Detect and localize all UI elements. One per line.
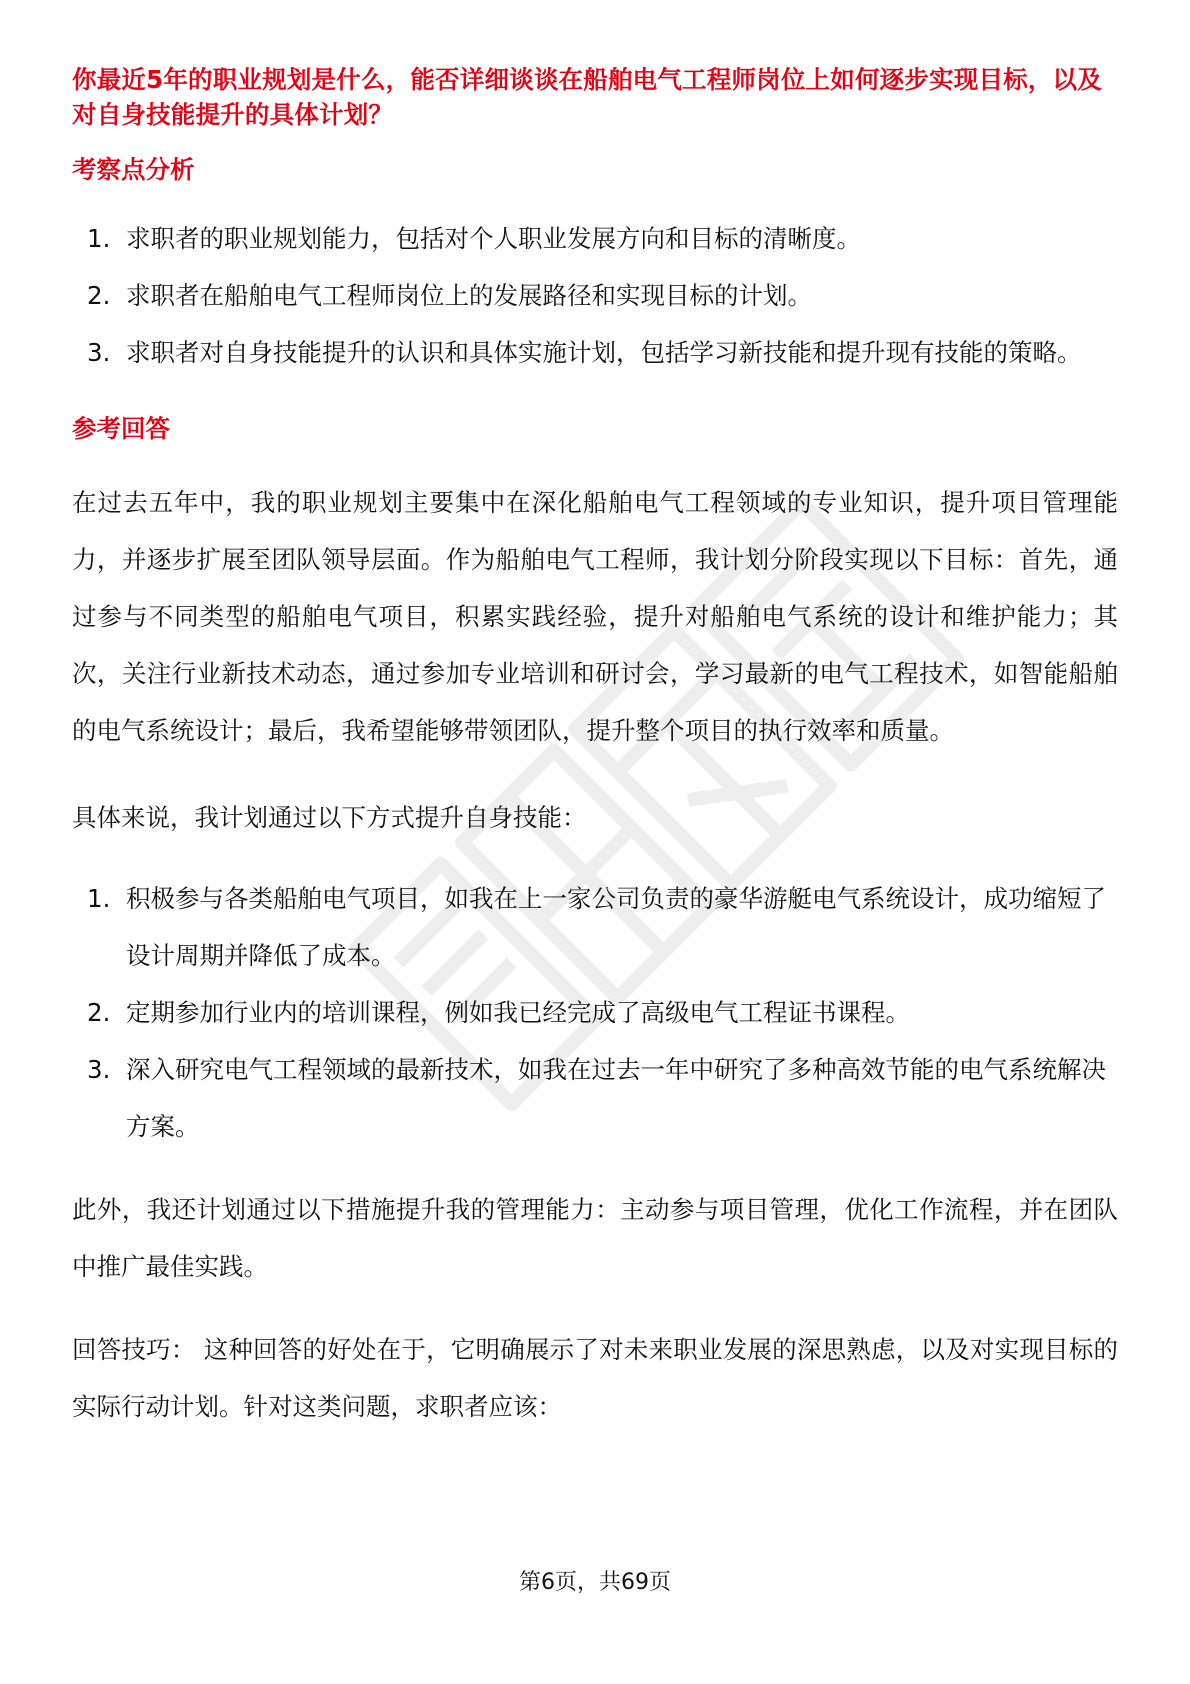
main-content — [72, 62, 1118, 1435]
skills-list — [72, 870, 1118, 1155]
question-heading: 你最近5年的职业规划是什么，能否详细谈谈在船舶电气工程师岗位上如何逐步实现目标，以及对自身技能提升的具体计划？ — [72, 65, 1102, 129]
analysis-list — [72, 210, 1118, 381]
list-item — [72, 210, 1118, 267]
answer-tips-paragraph: 回答技巧： 这种回答的好处在于，它明确展示了对未来职业发展的深思熟虑，以及对实现目标的实际行动计划。针对这类问题，求职者应该： — [72, 1335, 1118, 1421]
list-item-number: 3. — [87, 1055, 111, 1084]
list-item-number: 2. — [87, 998, 111, 1027]
list-item-text: 求职者的职业规划能力，包括对个人职业发展方向和目标的清晰度。 — [126, 224, 861, 253]
list-item — [72, 324, 1118, 381]
list-item — [72, 870, 1118, 984]
answer-title: 参考回答 — [72, 414, 170, 443]
list-item-text: 定期参加行业内的培训课程，例如我已经完成了高级电气工程证书课程。 — [126, 998, 910, 1027]
page-number: 第6页，共69页 — [519, 1570, 671, 1595]
list-item — [72, 1041, 1118, 1155]
analysis-title: 考察点分析 — [72, 155, 195, 184]
answer-paragraph-1: 在过去五年中，我的职业规划主要集中在深化船舶电气工程领域的专业知识，提升项目管理能力，并逐步扩展至团队领导层面。作为船舶电气工程师，我计划分阶段实现以下目标：首先，通过参与不同类型的船舶电气项目，积累实践经验，提升对船舶电气系统的设计和维护能力；其次，关注行业新技术动态，通过参加专业培训和研讨会，学习最新的电气工程技术，如智能船舶的电气系统设计；最后，我希望能够带领团队，提升整个项目的执行效率和质量。 — [72, 488, 1118, 745]
list-item-text: 深入研究电气工程领域的最新技术，如我在过去一年中研究了多种高效节能的电气系统解决方案。 — [126, 1055, 1106, 1141]
answer-paragraph-3: 此外，我还计划通过以下措施提升我的管理能力：主动参与项目管理，优化工作流程，并在团队中推广最佳实践。 — [72, 1195, 1118, 1281]
answer-paragraph-2: 具体来说，我计划通过以下方式提升自身技能： — [72, 803, 587, 832]
list-item-number: 3. — [87, 338, 111, 367]
list-item-text: 积极参与各类船舶电气项目，如我在上一家公司负责的豪华游艇电气系统设计，成功缩短了设计周期并降低了成本。 — [126, 884, 1106, 970]
list-item — [72, 267, 1118, 324]
list-item-number: 1. — [87, 224, 111, 253]
list-item — [72, 984, 1118, 1041]
list-item-text: 求职者在船舶电气工程师岗位上的发展路径和实现目标的计划。 — [126, 281, 812, 310]
list-item-number: 2. — [87, 281, 111, 310]
list-item-text: 求职者对自身技能提升的认识和具体实施计划，包括学习新技能和提升现有技能的策略。 — [126, 338, 1082, 367]
list-item-number: 1. — [87, 884, 111, 913]
